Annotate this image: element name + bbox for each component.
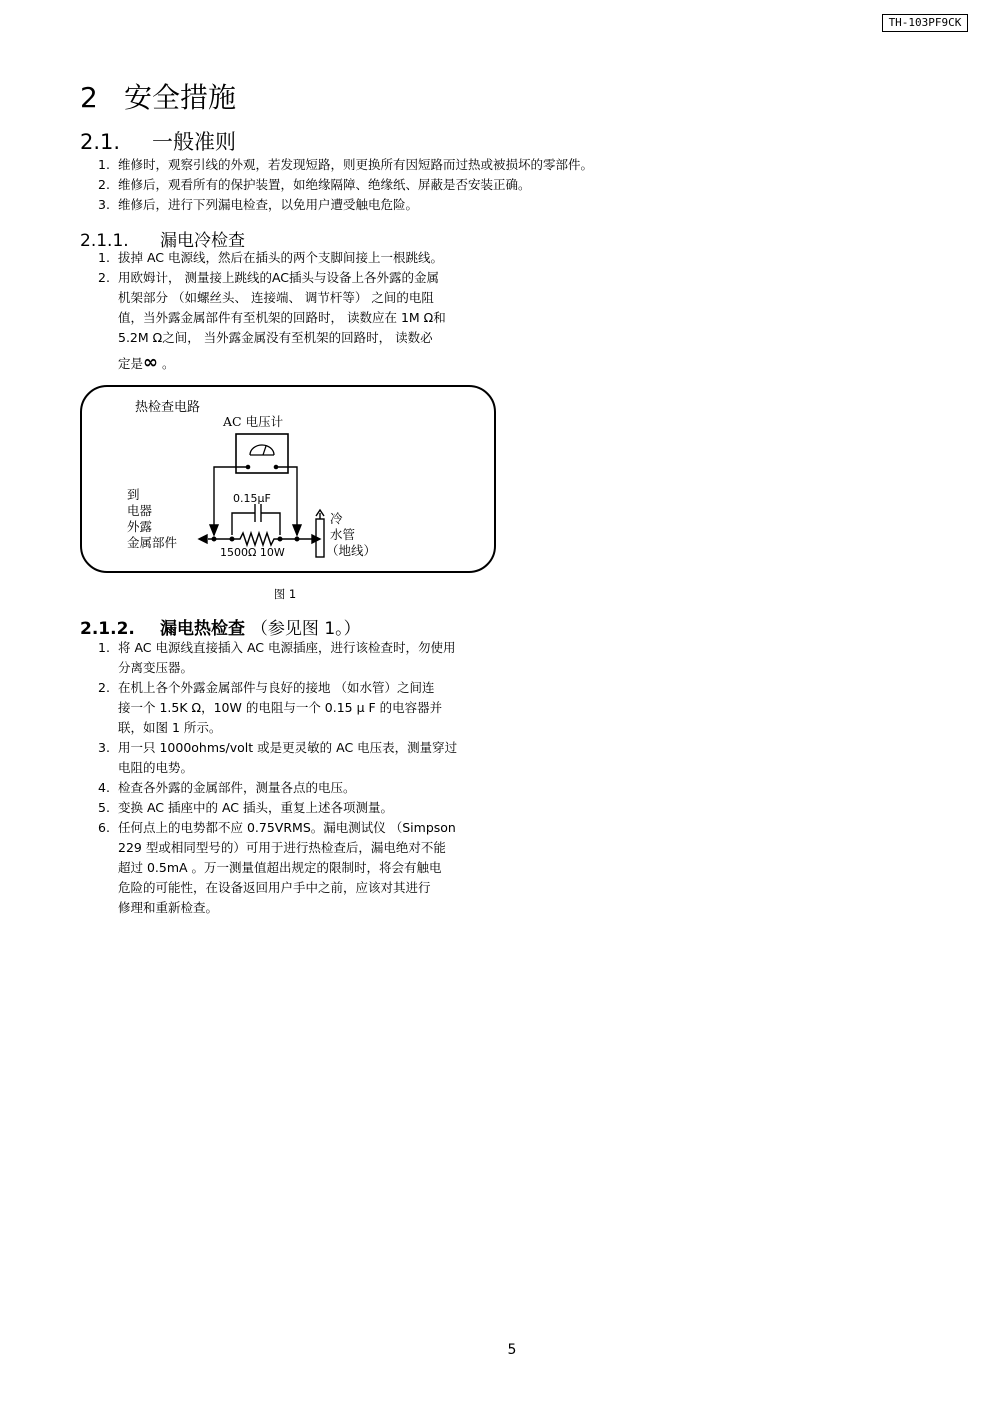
list-item-line: 检查各外露的金属部件，测量各点的电压。 [118, 780, 356, 795]
list-item [98, 248, 446, 268]
left-label [127, 487, 178, 550]
list-item-line: 229 型或相同型号的）可用于进行热检查后，漏电绝对不能 [118, 840, 446, 855]
meter-label: AC 电压计 [223, 414, 284, 429]
list-item [98, 778, 457, 798]
line-text: 定是 [118, 356, 144, 371]
figure-title: 热检查电路 [135, 400, 201, 415]
list-item-line: 拔掉 AC 电源线，然后在插头的两个支脚间接上一根跳线。 [118, 250, 444, 265]
list-item [98, 678, 457, 738]
infinity-symbol: ∞ [143, 352, 159, 373]
list-item-line: 5.2M Ω之间， 当外露金属没有至机架的回路时， 读数必 [118, 330, 433, 345]
list-item-line: 任何点上的电势都不应 0.75VRMS。漏电测试仪 （Simpson [118, 820, 456, 835]
list-item-line: 变换 AC 插座中的 AC 插头，重复上述各项测量。 [118, 800, 394, 815]
subsubsection-title: 漏电冷检查 [160, 231, 245, 251]
list-item-line: 用一只 1000ohms/volt 或是更灵敏的 AC 电压表，测量穿过 [118, 740, 458, 755]
list-item-number: 2. [98, 270, 110, 285]
list-item-number: 1. [98, 640, 110, 655]
subsubsection-title: 漏电热检查 [160, 619, 245, 639]
list-item [98, 798, 457, 818]
model-number: TH-103PF9CK [882, 14, 968, 32]
svg-text:（地线）: （地线） [326, 543, 377, 558]
list-item-number: 4. [98, 780, 110, 795]
list-item-line: 用欧姆计， 测量接上跳线的AC插头与设备上各外露的金属 [118, 270, 440, 285]
figure-caption: 图 1 [273, 587, 297, 601]
subsubsection-number: 2.1.1. [80, 231, 129, 251]
list-item-line [118, 354, 446, 374]
section-number: 2 [80, 81, 98, 114]
general-rules-list [98, 155, 593, 215]
list-item-line: 联，如图 1 所示。 [118, 720, 222, 735]
resistor-label: 1500Ω 10W [220, 546, 285, 559]
line-text: 。 [158, 356, 175, 371]
subsection-heading-general [80, 126, 236, 156]
capacitor-symbol [232, 504, 280, 535]
list-item-line: 维修时，观察引线的外观，若发现短路，则更换所有因短路而过热或被损坏的零部件。 [118, 157, 594, 172]
water-pipe-icon [316, 510, 324, 557]
list-item-number: 1. [98, 157, 110, 172]
list-item-line: 接一个 1.5K Ω，10W 的电阻与一个 0.15 μ F 的电容器并 [118, 700, 443, 715]
hot-check-list [98, 638, 457, 918]
section-title: 安全措施 [124, 81, 237, 114]
list-item-number: 2. [98, 177, 110, 192]
list-item-line: 超过 0.5mA 。万一测量值超出规定的限制时，将会有触电 [118, 860, 442, 875]
list-item-line: 将 AC 电源线直接插入 AC 电源插座，进行该检查时，勿使用 [118, 640, 456, 655]
list-item-line: 维修后，观看所有的保护装置，如绝缘隔障、绝缘纸、屏蔽是否安装正确。 [118, 177, 531, 192]
hot-check-circuit-figure [80, 385, 496, 573]
subsubsection-heading-hot-check [80, 614, 361, 639]
svg-text:外露: 外露 [127, 519, 153, 534]
svg-text:电器: 电器 [127, 503, 153, 518]
list-item [98, 175, 593, 195]
list-item-line: 分离变压器。 [118, 660, 194, 675]
list-item [98, 638, 457, 678]
subsubsection-number: 2.1.2. [80, 619, 135, 639]
svg-text:金属部件: 金属部件 [127, 535, 178, 550]
subsubsection-title-note: （参见图 1。） [250, 619, 361, 639]
list-item [98, 155, 593, 175]
section-heading [80, 76, 236, 116]
right-label [326, 511, 376, 558]
svg-text:冷: 冷 [330, 511, 343, 526]
list-item [98, 738, 457, 778]
list-item-number: 2. [98, 680, 110, 695]
list-item-line: 修理和重新检查。 [118, 900, 219, 915]
list-item-line: 值，当外露金属部件有至机架的回路时， 读数应在 1M Ω和 [118, 310, 446, 325]
list-item-number: 1. [98, 250, 110, 265]
resistor-and-line [199, 533, 320, 545]
capacitor-label: 0.15μF [233, 492, 271, 505]
list-item-line: 维修后，进行下列漏电检查，以免用户遭受触电危险。 [118, 197, 419, 212]
list-item-line: 在机上各个外露金属部件与良好的接地 （如水管）之间连 [118, 680, 435, 695]
subsection-title: 一般准则 [152, 130, 236, 154]
list-item-number: 3. [98, 740, 110, 755]
list-item-line: 电阻的电势。 [118, 760, 194, 775]
list-item-number: 6. [98, 820, 110, 835]
list-item [98, 195, 593, 215]
list-item [98, 818, 457, 918]
list-item-number: 5. [98, 800, 110, 815]
cold-check-list [98, 248, 446, 374]
list-item-line: 危险的可能性，在设备返回用户手中之前，应该对其进行 [118, 880, 431, 895]
list-item-line: 机架部分 （如螺丝头、 连接端、 调节杆等） 之间的电阻 [118, 290, 434, 305]
subsection-number: 2.1. [80, 130, 121, 154]
page-number: 5 [507, 1342, 517, 1358]
list-item [98, 268, 446, 374]
svg-text:水管: 水管 [330, 527, 356, 542]
svg-text:到: 到 [127, 487, 140, 502]
list-item-number: 3. [98, 197, 110, 212]
